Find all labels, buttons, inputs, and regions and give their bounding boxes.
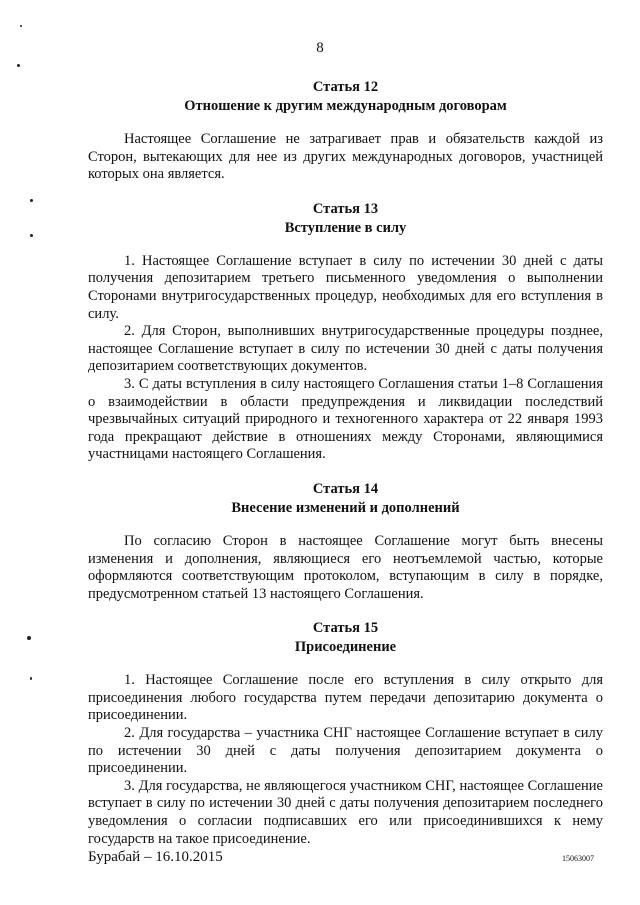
scan-dot	[30, 199, 33, 202]
scan-dot	[17, 64, 20, 67]
article-title: Статья 14	[312, 480, 379, 497]
scan-dot	[30, 677, 32, 680]
article-heading: Присоединение	[294, 639, 397, 656]
paragraph: 1. Настоящее Соглашение после его вступления в силу открыто для присоединения любого государства путем передачи депозитарию документа о присоединении.	[88, 672, 603, 724]
paragraph: 3. Для государства, не являющегося участником СНГ, настоящее Соглашение вступает в силу по истечении 30 дней с даты получения депозитарием последнего уведомления о согласии подписавших его или присоединившихся к нему государств на такое присоединение.	[88, 777, 603, 847]
article-heading: Внесение изменений и дополнений	[231, 499, 460, 516]
footer-place-date: Бурабай – 16.10.2015	[88, 849, 223, 865]
article-title: Статья 15	[312, 620, 379, 637]
article-15	[88, 619, 603, 848]
paragraph: 1. Настоящее Соглашение вступает в силу по истечении 30 дней с даты получения депозитарием третьего письменного уведомления о выполнении Сторонами внутригосударственных процедур, необходимых для его вступления в силу.	[88, 252, 603, 322]
article-heading: Вступление в силу	[284, 219, 407, 236]
scan-dot	[27, 636, 31, 640]
paragraph: По согласию Сторон в настоящее Соглашение могут быть внесены изменения и дополнения, являющиеся его неотъемлемой частью, которые оформляются соответствующим протоколом, вступающим в силу в порядке, предусмотренном статьей 13 настоящего Соглашения.	[88, 532, 603, 602]
article-title: Статья 12	[312, 79, 379, 95]
page-number: 8	[316, 40, 324, 56]
paragraph: 3. С даты вступления в силу настоящего Соглашения статьи 1–8 Соглашения о взаимодействии в области предупреждения и ликвидации последствий чрезвычайных ситуаций природного и техногенного характера от 22 января 1993 года прекращают действие в отношениях между Сторонами, являющимися участницами настоящего Соглашения.	[88, 375, 603, 463]
scan-dot	[30, 234, 33, 237]
article-14	[88, 480, 603, 603]
paragraph: 2. Для государства – участника СНГ настоящее Соглашение вступает в силу по истечении 30 дней с даты получения депозитарием документа о присоединении.	[88, 725, 603, 777]
paragraph: Настоящее Соглашение не затрагивает прав и обязательств каждой из Сторон, вытекающих для нее из других международных договоров, участницей которых она является.	[88, 131, 603, 183]
article-13	[88, 200, 603, 464]
paragraph: 2. Для Сторон, выполнивших внутригосударственные процедуры позднее, настоящее Соглашение вступает в силу по истечении 30 дней с даты получения депозитарием соответствующих документов.	[88, 323, 603, 375]
document-body	[88, 78, 603, 864]
scan-dot	[20, 25, 22, 27]
footer-doc-code: 15063007	[562, 854, 594, 863]
article-12	[88, 78, 603, 184]
article-title: Статья 13	[312, 200, 379, 217]
article-heading: Отношение к другим международным договорам	[184, 98, 507, 114]
